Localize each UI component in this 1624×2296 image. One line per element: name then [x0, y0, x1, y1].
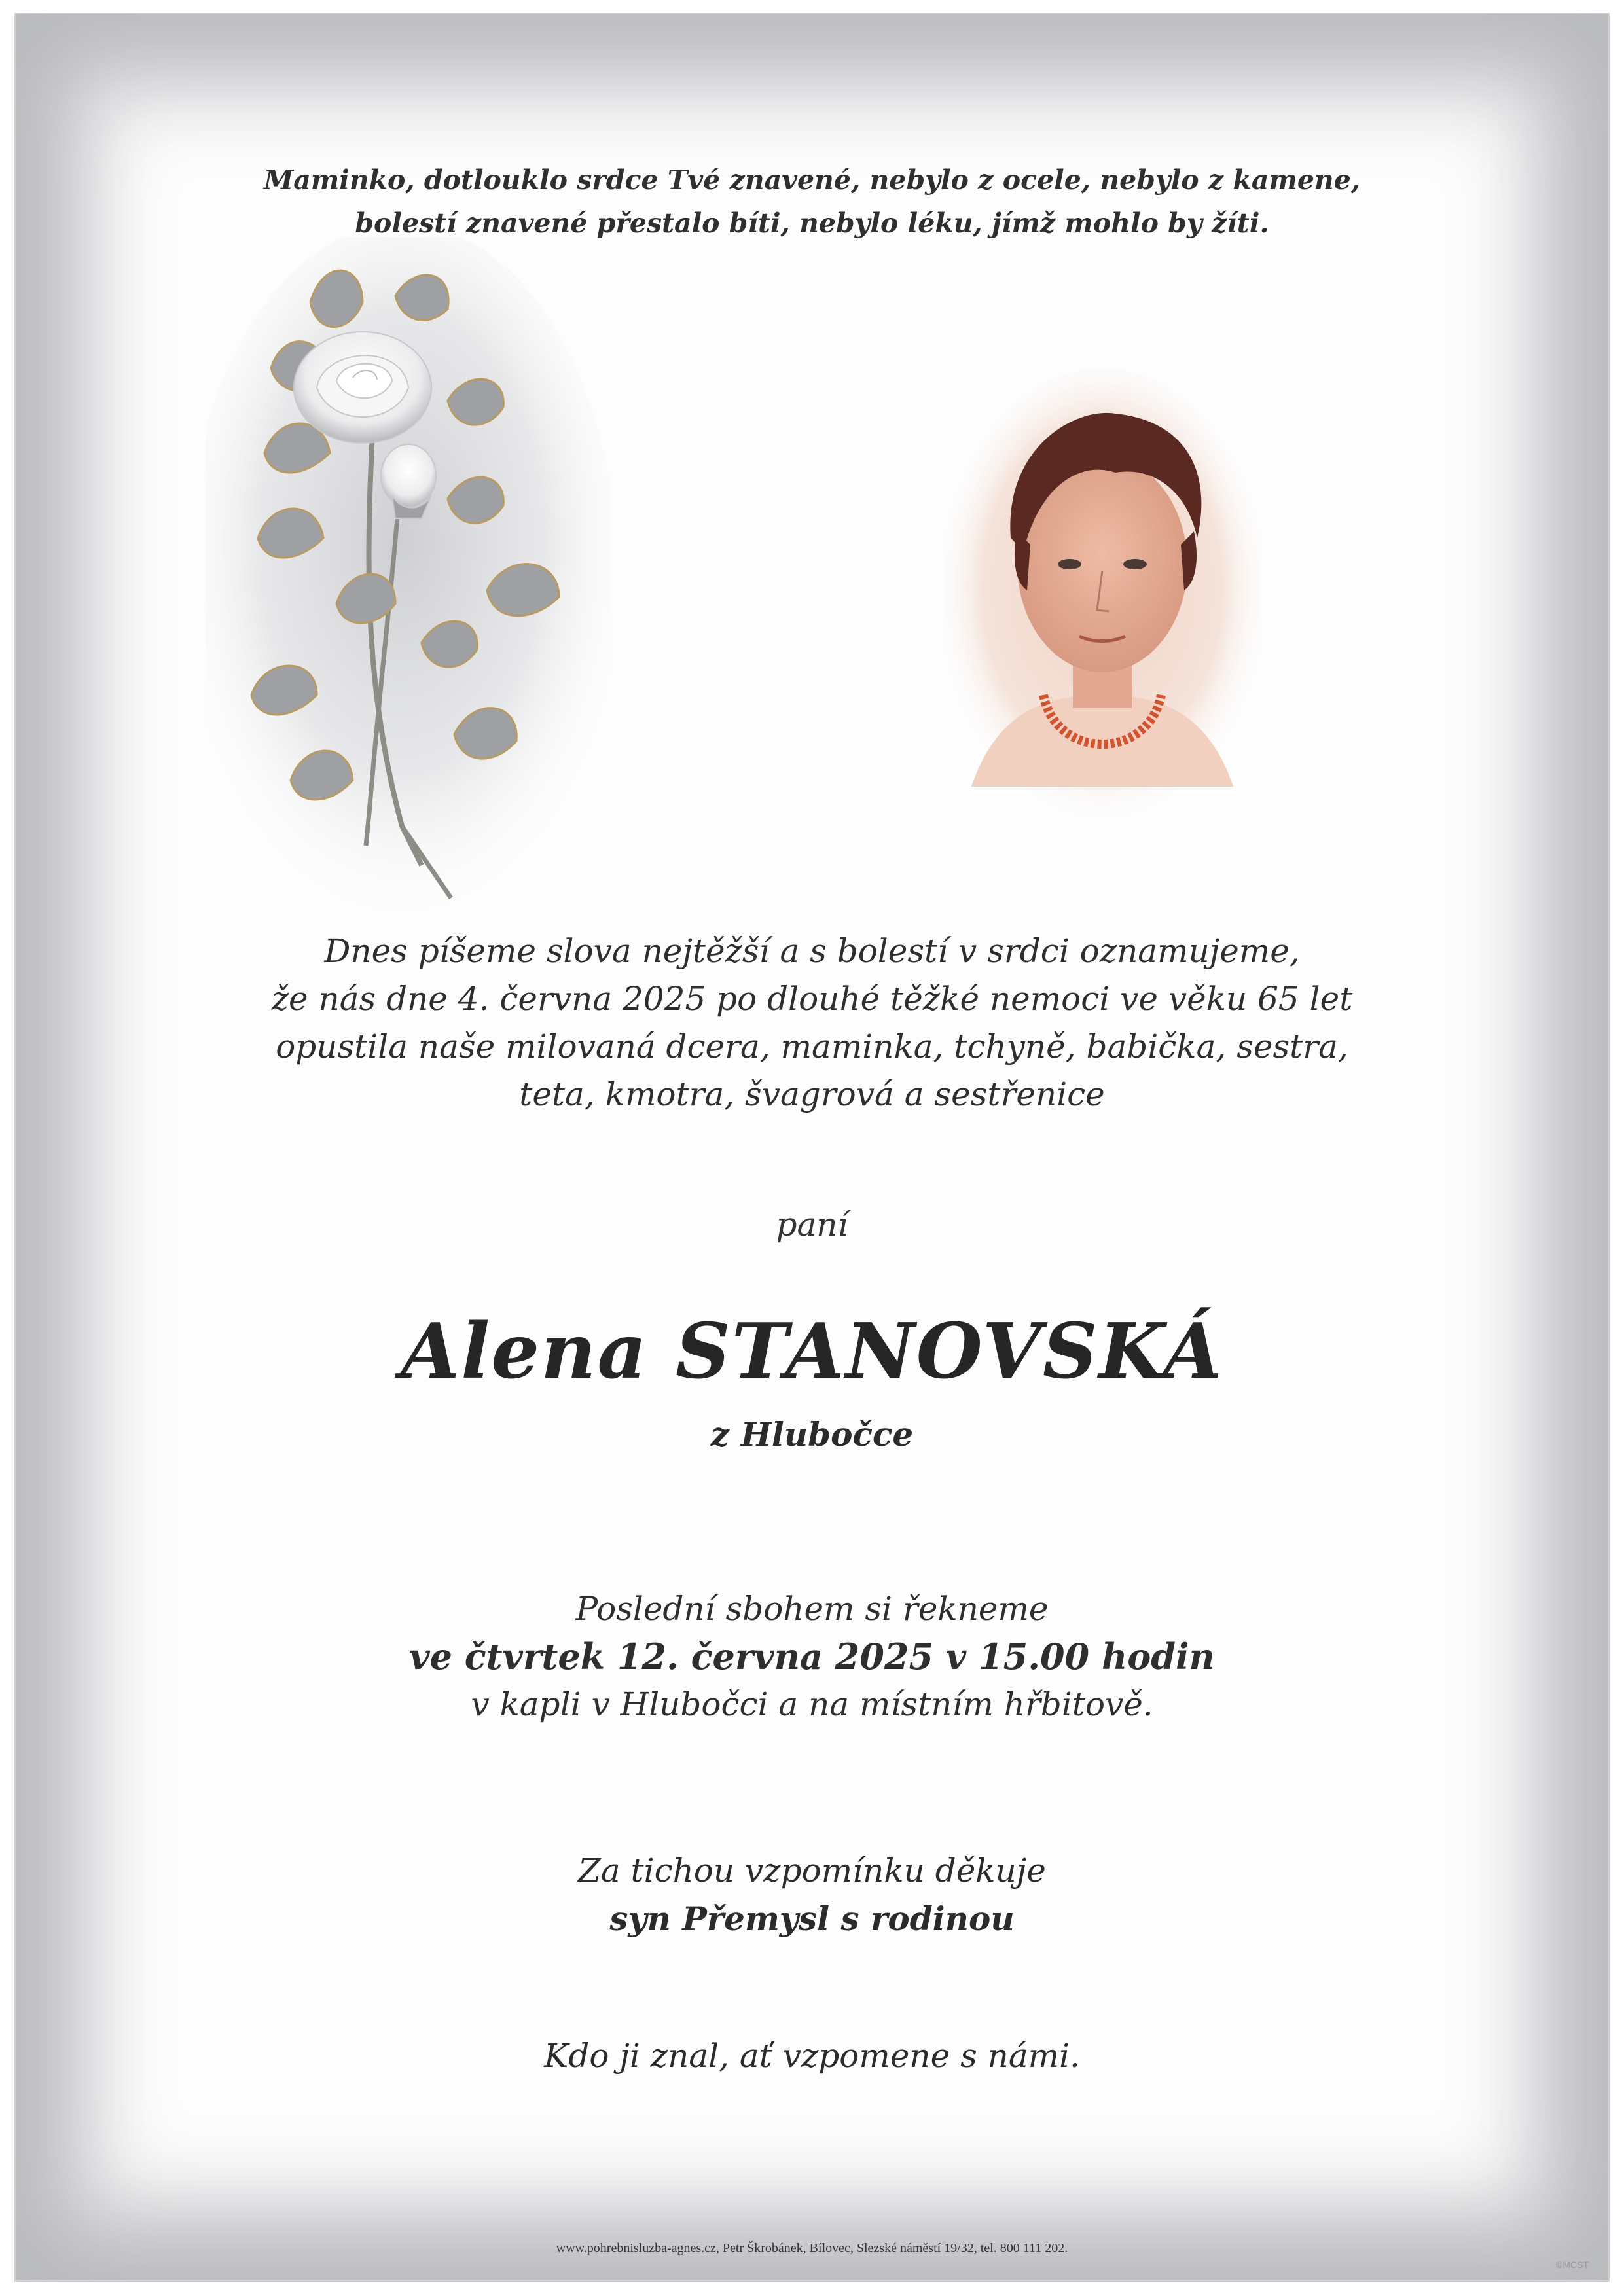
closing-line: Kdo ji znal, ať vzpomene s námi.: [544, 2037, 1080, 2075]
motto-line-2: bolestí znavené přestalo bíti, nebylo léku, jímž mohlo by žíti.: [355, 207, 1269, 239]
farewell-line-1: Poslední sbohem si řekneme: [575, 1590, 1049, 1628]
deceased-name: Alena STANOVSKÁ: [401, 1307, 1223, 1396]
announcement-line-1: Dnes píšeme slova nejtěžší a s bolestí v srdci oznamujeme,: [324, 932, 1300, 970]
funeral-service-footer: www.pohrebnisluzba-agnes.cz, Petr Škrobánek, Bílovec, Slezské náměstí 19/32, tel. 800 111 202.: [556, 2241, 1068, 2255]
portrait-photo: [945, 368, 1259, 826]
rose-illustration: [206, 237, 611, 918]
announcement-line-3: opustila naše milovaná dcera, maminka, tchyně, babička, sestra,: [276, 1028, 1348, 1066]
thanks-block: [16, 1847, 1608, 1943]
corner-mark: ©MCST: [1556, 2259, 1589, 2270]
motto-verse: [16, 158, 1608, 245]
gray-vignette-frame: [16, 14, 1608, 2280]
thanks-line: Za tichou vzpomínku děkuje: [578, 1852, 1046, 1890]
funeral-details: [16, 1585, 1608, 1729]
family-signature: syn Přemysl s rodinou: [609, 1899, 1015, 1938]
deceased-origin: z Hlubočce: [710, 1415, 914, 1454]
honorific-title: paní: [776, 1206, 848, 1244]
motto-line-1: Maminko, dotlouklo srdce Tvé znavené, nebylo z ocele, nebylo z kamene,: [263, 164, 1361, 196]
funeral-date-time: ve čtvrtek 12. června 2025 v 15.00 hodin: [409, 1636, 1215, 1677]
death-announcement: [16, 927, 1608, 1119]
announcement-line-4: teta, kmotra, švagrová a sestřenice: [519, 1075, 1105, 1113]
funeral-location: v kapli v Hlubočci a na místním hřbitově.: [471, 1685, 1153, 1723]
parte-sheet: [16, 14, 1608, 2280]
announcement-line-2: že nás dne 4. června 2025 po dlouhé těžké nemoci ve věku 65 let: [271, 980, 1353, 1018]
